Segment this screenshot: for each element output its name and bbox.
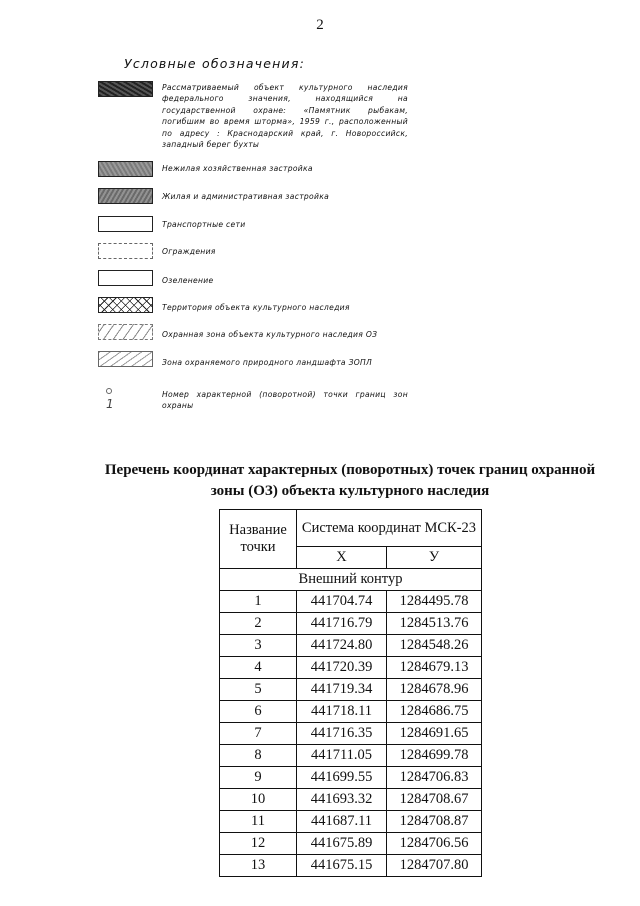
legend-text: Озеленение: [162, 276, 214, 285]
point-cell: 3: [220, 635, 297, 657]
y-cell: 1284686.75: [387, 701, 482, 723]
legend-text: Нежилая хозяйственная застройка: [162, 164, 313, 173]
table-row: [220, 657, 482, 679]
dashed-swatch-icon: [98, 243, 153, 259]
y-cell: 1284699.78: [387, 745, 482, 767]
point-cell: 12: [220, 833, 297, 855]
legend-text: Транспортные сети: [162, 220, 246, 229]
table-row: [220, 811, 482, 833]
x-cell: 441719.34: [297, 679, 387, 701]
y-cell: 1284708.67: [387, 789, 482, 811]
table-row: [220, 745, 482, 767]
point-cell: 9: [220, 767, 297, 789]
x-cell: 441675.89: [297, 833, 387, 855]
x-cell: 441699.55: [297, 767, 387, 789]
x-cell: 441675.15: [297, 855, 387, 877]
y-cell: 1284706.83: [387, 767, 482, 789]
point-marker-icon: 1: [106, 383, 114, 411]
x-cell: 441711.05: [297, 745, 387, 767]
table-row: [220, 679, 482, 701]
y-cell: 1284513.76: [387, 613, 482, 635]
y-cell: 1284679.13: [387, 657, 482, 679]
x-cell: 441724.80: [297, 635, 387, 657]
point-cell: 10: [220, 789, 297, 811]
table-title: Перечень координат характерных (поворотных) точек границ охранной зоны (ОЗ) объекта культурного наследия: [104, 462, 596, 499]
table-row: [220, 591, 482, 613]
diagonal-dashed-swatch-icon: [98, 324, 153, 340]
table-row: [220, 767, 482, 789]
point-cell: 5: [220, 679, 297, 701]
header-y: У: [387, 547, 482, 569]
point-cell: 11: [220, 811, 297, 833]
legend-text: Территория объекта культурного наследия: [162, 303, 350, 312]
point-cell: 2: [220, 613, 297, 635]
crosshatch-swatch-icon: [98, 297, 153, 313]
diagonal-swatch-icon: [98, 351, 153, 367]
y-cell: 1284678.96: [387, 679, 482, 701]
x-cell: 441693.32: [297, 789, 387, 811]
y-cell: 1284706.56: [387, 833, 482, 855]
point-cell: 8: [220, 745, 297, 767]
legend-text: Зона охраняемого природного ландшафта ЗОПЛ: [162, 358, 373, 367]
y-cell: 1284691.65: [387, 723, 482, 745]
y-cell: 1284495.78: [387, 591, 482, 613]
y-cell: 1284708.87: [387, 811, 482, 833]
point-cell: 4: [220, 657, 297, 679]
legend-text: Рассматриваемый объект культурного наследия федерального значения, находящийся на государственной охране: «Памятник рыбакам, погибшим во время шторма», 1959 г., расположенный по адресу : Краснодарский край, г. Новороссийск, западный берег бухты: [162, 83, 408, 150]
x-cell: 441720.39: [297, 657, 387, 679]
x-cell: 441687.11: [297, 811, 387, 833]
page-number: 2: [316, 17, 324, 33]
gray-swatch-icon: [98, 161, 153, 177]
point-cell: 7: [220, 723, 297, 745]
x-cell: 441704.74: [297, 591, 387, 613]
table-row: [220, 833, 482, 855]
point-cell: 13: [220, 855, 297, 877]
white-swatch-icon: [98, 270, 153, 286]
x-cell: 441716.35: [297, 723, 387, 745]
table-row: [220, 635, 482, 657]
legend-title: Условные обозначения:: [124, 56, 305, 71]
header-system: Система координат МСК-23: [297, 510, 482, 547]
y-cell: 1284707.80: [387, 855, 482, 877]
legend-text: Номер характерной (поворотной) точки границ зон охраны: [162, 390, 408, 411]
table-row: [220, 613, 482, 635]
legend-text: Охранная зона объекта культурного наследия ОЗ: [162, 330, 378, 339]
point-cell: 1: [220, 591, 297, 613]
coordinates-table: [219, 509, 482, 877]
x-cell: 441718.11: [297, 701, 387, 723]
header-x: X: [297, 547, 387, 569]
gray-swatch-icon: [98, 188, 153, 204]
dark-hatched-swatch-icon: [98, 81, 153, 97]
table-row: [220, 723, 482, 745]
x-cell: 441716.79: [297, 613, 387, 635]
table-row: [220, 701, 482, 723]
white-swatch-icon: [98, 216, 153, 232]
point-cell: 6: [220, 701, 297, 723]
legend-text: Жилая и административная застройка: [162, 192, 330, 201]
table-row: [220, 789, 482, 811]
table-row: [220, 855, 482, 877]
section-label: Внешний контур: [220, 569, 482, 591]
header-point: Название точки: [220, 510, 297, 569]
legend-text: Ограждения: [162, 247, 216, 256]
y-cell: 1284548.26: [387, 635, 482, 657]
